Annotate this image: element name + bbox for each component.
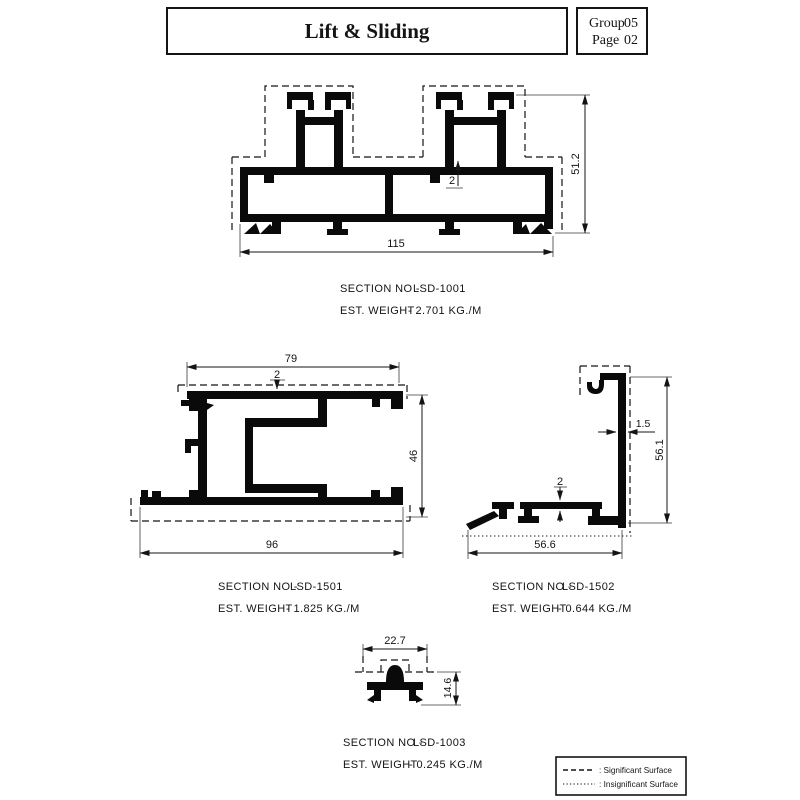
profile-body <box>367 665 423 703</box>
dim-top-width: 22.7 <box>384 635 406 647</box>
section-caption <box>343 737 483 771</box>
drawing-lsd-1003 <box>343 635 483 771</box>
section-no: LSD-1502 <box>562 581 615 593</box>
weight-value: - 1.825 KG./M <box>286 603 360 615</box>
dim-height: 51.2 <box>570 153 582 175</box>
profile-body <box>466 373 626 530</box>
legend <box>556 757 686 795</box>
legend-box <box>556 757 686 795</box>
dim-width: 115 <box>387 238 405 250</box>
dim-side-height: 14.6 <box>442 677 454 699</box>
dim-wall: 2 <box>448 175 456 187</box>
section-label: SECTION NO - <box>492 581 572 593</box>
dim-side-height: 46 <box>408 449 420 463</box>
weight-value: - 0.245 KG./M <box>409 759 483 771</box>
weight-value: - 2.701 KG./M <box>408 305 482 317</box>
group-label: Group <box>589 16 625 31</box>
title-block <box>167 8 647 54</box>
weight-value: - 0.644 KG./M <box>558 603 632 615</box>
dimensions <box>140 353 428 558</box>
weight-label: EST. WEIGHT <box>343 759 418 771</box>
group-value: 05 <box>624 16 638 31</box>
dim-wall-thickness: 1.5 <box>635 418 651 430</box>
profile-body <box>140 391 403 505</box>
weight-label: EST. WEIGHT <box>218 603 293 615</box>
dim-bottom-width: 96 <box>265 539 279 551</box>
section-caption <box>492 581 632 615</box>
dim-side-height: 56.1 <box>654 439 666 461</box>
section-caption <box>340 283 482 317</box>
legend-significant-label: : Significant Surface <box>599 766 673 775</box>
profile-body <box>240 92 553 235</box>
drawing-lsd-1502 <box>462 366 672 615</box>
page-label: Page <box>592 33 620 48</box>
section-no: LSD-1003 <box>413 737 466 749</box>
weight-label: EST. WEIGHT <box>340 305 415 317</box>
dim-wall: 2 <box>273 369 281 381</box>
section-no: LSD-1501 <box>290 581 343 593</box>
weight-label: EST. WEIGHT <box>492 603 567 615</box>
section-label: SECTION NO - <box>340 283 420 295</box>
drawing-lsd-1001 <box>232 86 590 317</box>
dimensions <box>468 377 672 559</box>
dim-bottom-width: 56.6 <box>534 539 556 551</box>
drawing-lsd-1501 <box>131 353 428 615</box>
dim-top-width: 79 <box>284 353 298 365</box>
section-caption <box>218 581 360 615</box>
page-value: 02 <box>624 33 638 48</box>
dim-wall: 2 <box>556 476 564 488</box>
section-label: SECTION NO - <box>218 581 298 593</box>
page-title: Lift & Sliding <box>304 19 430 43</box>
section-label: SECTION NO - <box>343 737 423 749</box>
section-no: LSD-1001 <box>413 283 466 295</box>
legend-insignificant-label: : Insignificant Surface <box>599 780 679 789</box>
